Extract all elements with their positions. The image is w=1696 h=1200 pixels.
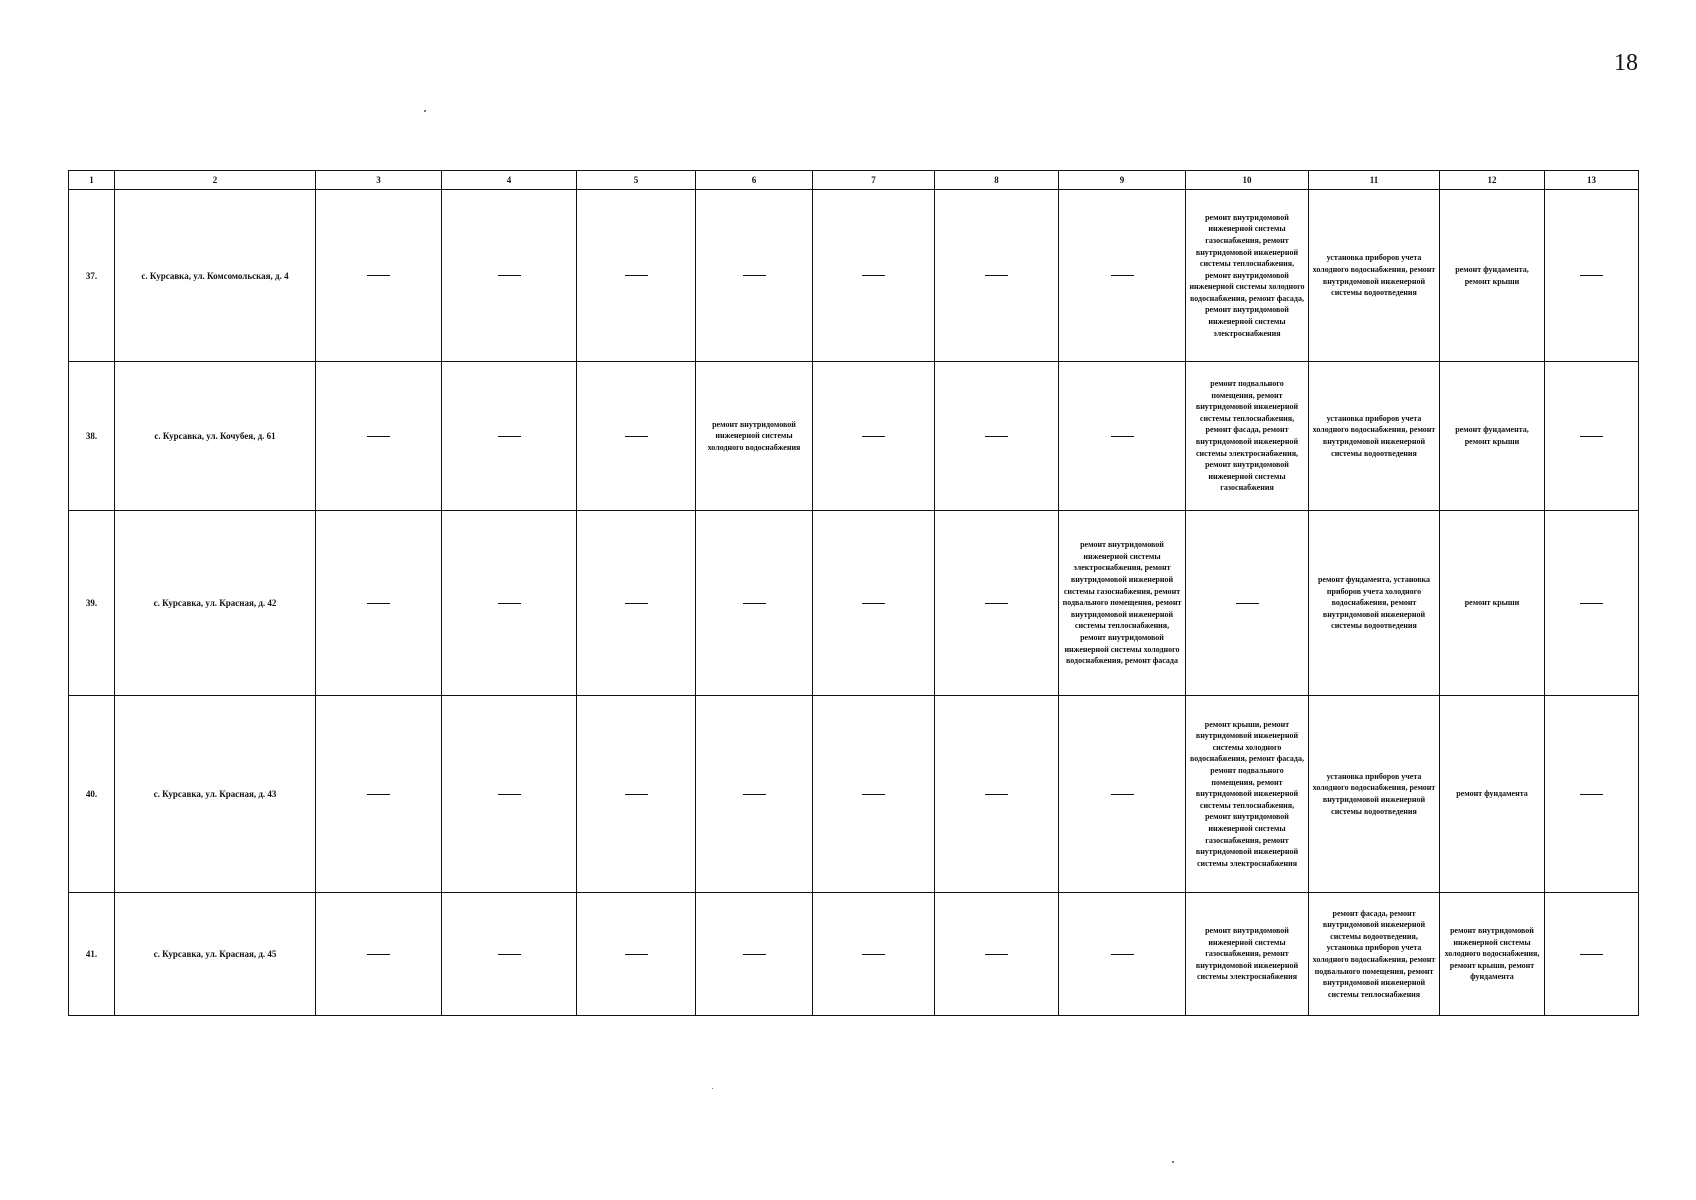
work-cell: установка приборов учета холодного водоснабжения, ремонт внутридомовой инженерной системы водоотведения (1309, 362, 1440, 511)
empty-cell (935, 696, 1059, 893)
empty-cell (813, 362, 935, 511)
dash-mark (985, 603, 1008, 604)
empty-cell (1545, 696, 1639, 893)
empty-cell (1545, 362, 1639, 511)
page-number: 18 (1614, 50, 1638, 76)
scan-speck (712, 1088, 713, 1089)
dash-mark (743, 794, 766, 795)
dash-mark (498, 275, 521, 276)
row-number: 37. (69, 190, 115, 362)
work-cell: ремонт фундамента, ремонт крыши (1440, 362, 1545, 511)
dash-mark (1580, 794, 1603, 795)
dash-mark (862, 954, 885, 955)
empty-cell (577, 190, 696, 362)
work-cell: ремонт внутридомовой инженерной системы электроснабжения, ремонт внутридомовой инженерной системы газоснабжения, ремонт подвального помещения, ремонт внутридомовой инженерной системы теплоснабжения, ремонт внутридомовой инженерной системы холодного водоснабжения, ремонт фасада (1059, 511, 1186, 696)
dash-mark (625, 603, 648, 604)
work-cell: ремонт крыши (1440, 511, 1545, 696)
row-number: 40. (69, 696, 115, 893)
empty-cell (1059, 190, 1186, 362)
dash-mark (985, 954, 1008, 955)
empty-cell (316, 511, 442, 696)
work-cell: ремонт подвального помещения, ремонт внутридомовой инженерной системы теплоснабжения, ремонт фасада, ремонт внутридомовой инженерной системы электроснабжения, ремонт внутридомовой инженерной системы газоснабжения (1186, 362, 1309, 511)
dash-mark (1111, 275, 1134, 276)
column-header: 1 (69, 171, 115, 190)
dash-mark (743, 603, 766, 604)
empty-cell (1545, 190, 1639, 362)
empty-cell (1059, 893, 1186, 1016)
empty-cell (442, 511, 577, 696)
dash-mark (1111, 794, 1134, 795)
dash-mark (625, 954, 648, 955)
empty-cell (316, 190, 442, 362)
work-cell: ремонт фундамента, установка приборов учета холодного водоснабжения, ремонт внутридомовой инженерной системы водоотведения (1309, 511, 1440, 696)
empty-cell (442, 696, 577, 893)
dash-mark (367, 436, 390, 437)
dash-mark (498, 954, 521, 955)
dash-mark (1580, 603, 1603, 604)
table-row (69, 511, 1639, 696)
empty-cell (1059, 696, 1186, 893)
column-header: 3 (316, 171, 442, 190)
address-cell: с. Курсавка, ул. Кочубея, д. 61 (115, 362, 316, 511)
empty-cell (813, 190, 935, 362)
dash-mark (367, 275, 390, 276)
dash-mark (862, 603, 885, 604)
empty-cell (577, 511, 696, 696)
column-header: 2 (115, 171, 316, 190)
dash-mark (985, 436, 1008, 437)
dash-mark (862, 436, 885, 437)
dash-mark (1236, 603, 1259, 604)
empty-cell (696, 696, 813, 893)
address-cell: с. Курсавка, ул. Комсомольская, д. 4 (115, 190, 316, 362)
work-cell: ремонт внутридомовой инженерной системы холодного водоснабжения, ремонт крыши, ремонт фундамента (1440, 893, 1545, 1016)
empty-cell (577, 696, 696, 893)
address-cell: с. Курсавка, ул. Красная, д. 45 (115, 893, 316, 1016)
empty-cell (577, 362, 696, 511)
empty-cell (813, 511, 935, 696)
work-cell: ремонт фундамента (1440, 696, 1545, 893)
empty-cell (316, 893, 442, 1016)
column-header: 13 (1545, 171, 1639, 190)
empty-cell (316, 696, 442, 893)
work-cell: ремонт внутридомовой инженерной системы газоснабжения, ремонт внутридомовой инженерной системы электроснабжения (1186, 893, 1309, 1016)
empty-cell (1059, 362, 1186, 511)
work-cell: ремонт внутридомовой инженерной системы холодного водоснабжения (696, 362, 813, 511)
table-row (69, 362, 1639, 511)
work-cell: установка приборов учета холодного водоснабжения, ремонт внутридомовой инженерной системы водоотведения (1309, 696, 1440, 893)
dash-mark (367, 954, 390, 955)
empty-cell (316, 362, 442, 511)
column-header: 8 (935, 171, 1059, 190)
dash-mark (862, 275, 885, 276)
address-cell: с. Курсавка, ул. Красная, д. 43 (115, 696, 316, 893)
dash-mark (625, 436, 648, 437)
column-header: 7 (813, 171, 935, 190)
work-cell: ремонт крыши, ремонт внутридомовой инженерной системы холодного водоснабжения, ремонт фасада, ремонт подвального помещения, ремонт внутридомовой инженерной системы теплоснабжения, ремонт внутридомовой инженерной системы газоснабжения, ремонт внутридомовой инженерной системы электроснабжения (1186, 696, 1309, 893)
empty-cell (813, 696, 935, 893)
empty-cell (442, 362, 577, 511)
dash-mark (367, 603, 390, 604)
empty-cell (1186, 511, 1309, 696)
work-cell: установка приборов учета холодного водоснабжения, ремонт внутридомовой инженерной системы водоотведения (1309, 190, 1440, 362)
dash-mark (985, 794, 1008, 795)
dash-mark (743, 954, 766, 955)
scan-speck (424, 110, 426, 112)
dash-mark (743, 275, 766, 276)
address-cell: с. Курсавка, ул. Красная, д. 42 (115, 511, 316, 696)
empty-cell (935, 190, 1059, 362)
empty-cell (935, 893, 1059, 1016)
dash-mark (498, 794, 521, 795)
dash-mark (498, 436, 521, 437)
repair-schedule-table (68, 170, 1639, 1016)
row-number: 41. (69, 893, 115, 1016)
column-header: 6 (696, 171, 813, 190)
column-header: 4 (442, 171, 577, 190)
empty-cell (813, 893, 935, 1016)
table-row (69, 696, 1639, 893)
dash-mark (1580, 954, 1603, 955)
dash-mark (367, 794, 390, 795)
column-header: 10 (1186, 171, 1309, 190)
dash-mark (1580, 275, 1603, 276)
table-row (69, 893, 1639, 1016)
dash-mark (498, 603, 521, 604)
column-number-row (69, 171, 1639, 190)
empty-cell (442, 893, 577, 1016)
empty-cell (1545, 893, 1639, 1016)
column-header: 11 (1309, 171, 1440, 190)
table-row (69, 190, 1639, 362)
column-header: 12 (1440, 171, 1545, 190)
empty-cell (935, 362, 1059, 511)
work-cell: ремонт внутридомовой инженерной системы газоснабжения, ремонт внутридомовой инженерной системы теплоснабжения, ремонт внутридомовой инженерной системы холодного водоснабжения, ремонт фасада, ремонт внутридомовой инженерной системы электроснабжения (1186, 190, 1309, 362)
row-number: 39. (69, 511, 115, 696)
row-number: 38. (69, 362, 115, 511)
empty-cell (1545, 511, 1639, 696)
empty-cell (696, 893, 813, 1016)
empty-cell (696, 190, 813, 362)
dash-mark (1580, 436, 1603, 437)
dash-mark (1111, 436, 1134, 437)
dash-mark (625, 794, 648, 795)
empty-cell (935, 511, 1059, 696)
dash-mark (1111, 954, 1134, 955)
column-header: 9 (1059, 171, 1186, 190)
empty-cell (577, 893, 696, 1016)
empty-cell (696, 511, 813, 696)
work-cell: ремонт фундамента, ремонт крыши (1440, 190, 1545, 362)
scan-speck (1172, 1161, 1174, 1163)
empty-cell (442, 190, 577, 362)
dash-mark (862, 794, 885, 795)
dash-mark (985, 275, 1008, 276)
column-header: 5 (577, 171, 696, 190)
work-cell: ремонт фасада, ремонт внутридомовой инженерной системы водоотведения, установка приборов учета холодного водоснабжения, ремонт подвального помещения, ремонт внутридомовой инженерной системы теплоснабжения (1309, 893, 1440, 1016)
dash-mark (625, 275, 648, 276)
